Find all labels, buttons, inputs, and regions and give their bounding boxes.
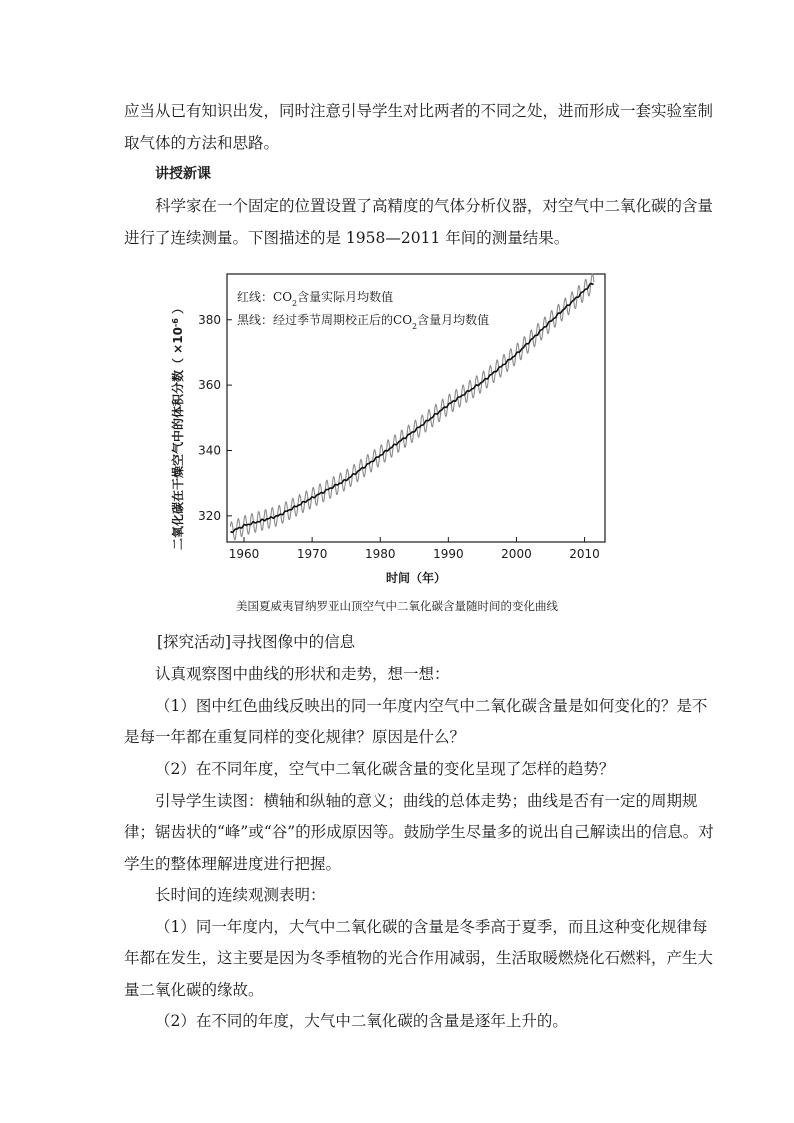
paragraph-line: 长时间的连续观测表明：	[155, 886, 326, 904]
question-1-line: 是每一年都在重复同样的变化规律？原因是什么？	[124, 728, 466, 746]
paragraph-line: 进行了连续测量。下图描述的是 1958—2011 年间的测量结果。	[124, 229, 570, 247]
x-tick-label: 1970	[296, 547, 328, 561]
paragraph-line: 律；锯齿状的“峰”或“谷”的形成原因等。鼓励学生尽量多的说出自己解读出的信息。对	[124, 823, 714, 841]
y-tick-label: 380	[198, 312, 221, 327]
section-heading: 讲授新课	[155, 166, 211, 182]
chart-svg	[165, 266, 615, 591]
x-tick-label: 1980	[364, 547, 396, 561]
x-tick-label: 2010	[569, 547, 600, 561]
paragraph-line: 取气体的方法和思路。	[124, 134, 280, 152]
conclusion-1-line: 量二氧化碳的缘故。	[124, 981, 264, 999]
x-tick-label: 2000	[501, 547, 532, 561]
activity-heading: [探究活动]寻找图像中的信息	[157, 633, 356, 651]
x-axis-title: 时间（年）	[385, 571, 447, 585]
legend-entry: 红线：$CO_2$含量实际月均数值	[237, 290, 394, 308]
y-tick-label: 360	[198, 378, 221, 393]
conclusion-1-line: （1）同一年度内，大气中二氧化碳的含量是冬季高于夏季，而且这种变化规律每	[155, 918, 708, 936]
x-tick-label: 1960	[228, 547, 260, 561]
paragraph-line: 学生的整体理解进度进行把握。	[124, 855, 342, 873]
paragraph-line: 应当从已有知识出发，同时注意引导学生对比两者的不同之处，进而形成一套实验室制	[124, 102, 714, 120]
question-2-line: （2）在不同年度，空气中二氧化碳含量的变化呈现了怎样的趋势？	[155, 760, 615, 778]
y-tick-label: 320	[198, 508, 221, 523]
y-tick-label: 340	[198, 443, 221, 458]
paragraph-line: 科学家在一个固定的位置设置了高精度的气体分析仪器，对空气中二氧化碳的含量	[155, 197, 714, 215]
figure-caption: 美国夏威夷冒纳罗亚山顶空气中二氧化碳含量随时间的变化曲线	[236, 599, 558, 613]
conclusion-2-line: （2）在不同的年度，大气中二氧化碳的含量是逐年上升的。	[155, 1012, 568, 1030]
x-tick-label: 1990	[433, 547, 464, 561]
legend-entry: 黑线：经过季节周期校正后的$CO_2$含量月均数值	[237, 313, 490, 331]
conclusion-1-line: 年都在发生，这主要是因为冬季植物的光合作用减弱，生活取暖燃烧化石燃料，产生大	[124, 949, 714, 967]
question-1-line: （1）图中红色曲线反映出的同一年度内空气中二氧化碳含量是如何变化的？是不	[155, 697, 708, 715]
co2-chart	[165, 266, 615, 591]
y-axis-title: 二氧化碳在干燥空气中的体积分数（ $\times 10^{-6}$ ）	[170, 301, 185, 551]
paragraph-line: 认真观察图中曲线的形状和走势，想一想：	[155, 665, 450, 683]
paragraph-line: 引导学生读图：横轴和纵轴的意义；曲线的总体走势；曲线是否有一定的周期规	[155, 792, 698, 810]
